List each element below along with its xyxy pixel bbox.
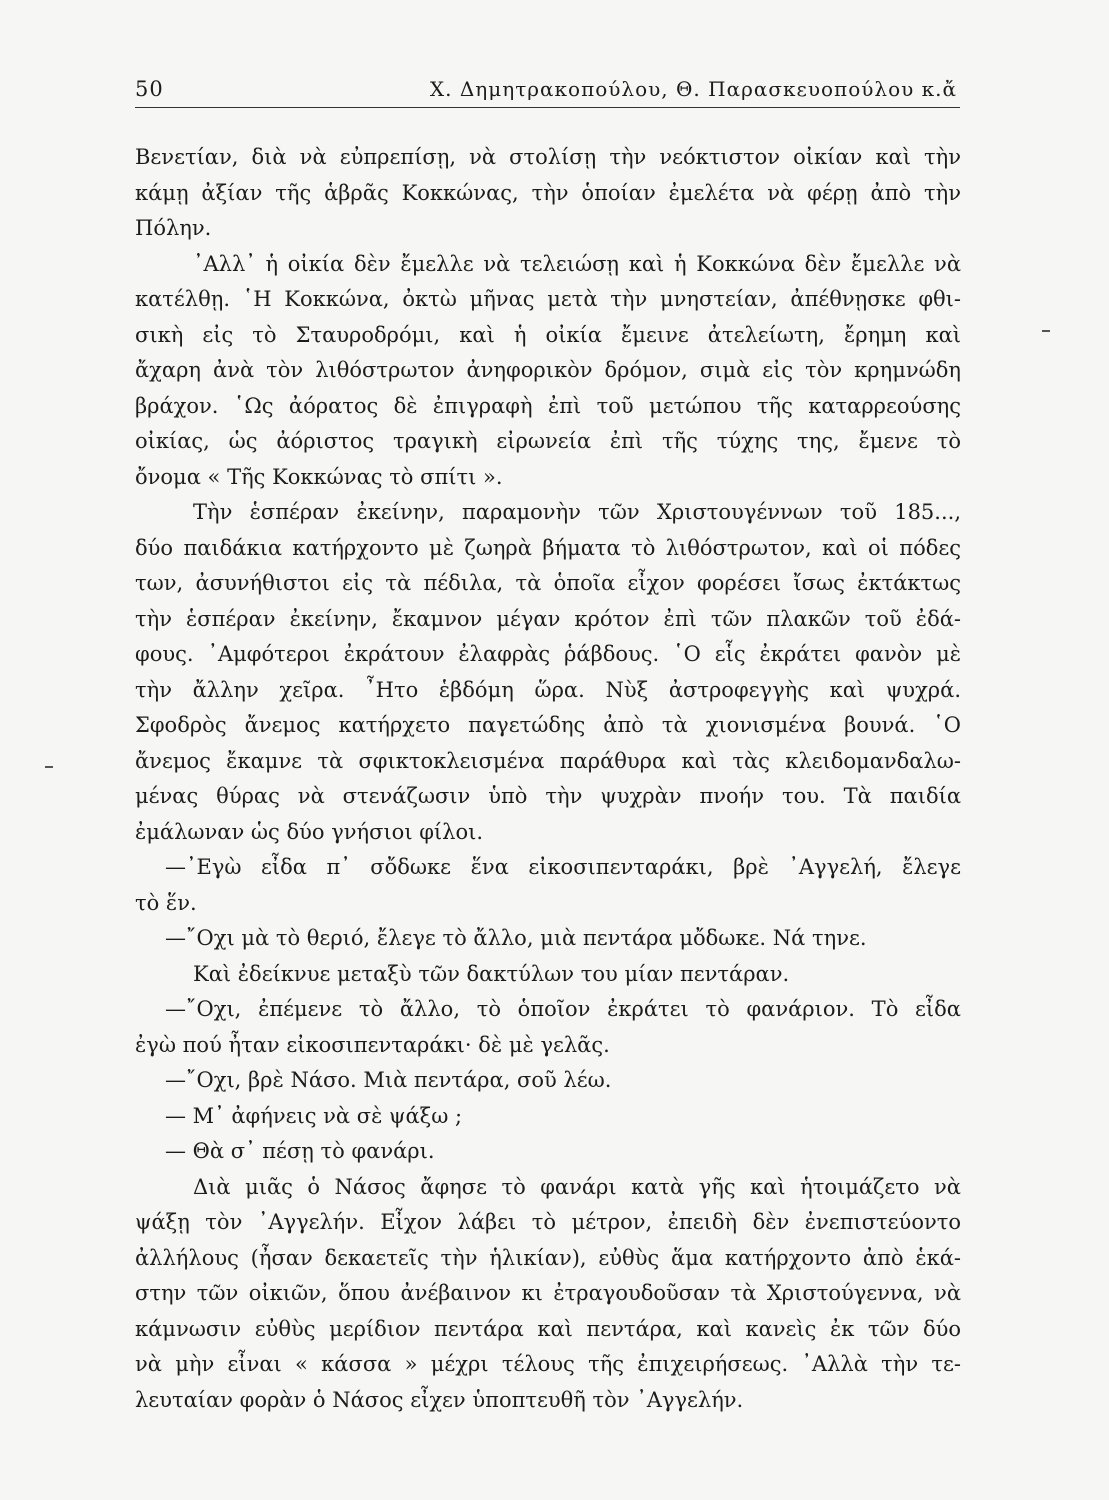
text-line: κατέλθῃ. ῾Η Κοκκώνα, ὀκτὼ μῆνας μετὰ τὴν μνηστείαν, ἀπέθνῃσκε φθι- <box>135 287 961 311</box>
text-line: ψάξῃ τὸν ᾿Αγγελήν. Εἶχον λάβει τὸ μέτρον, ἐπειδὴ δὲν ἐνεπιστεύοντο <box>135 1210 961 1234</box>
body-text <box>135 140 961 1418</box>
text-line: Τὴν ἑσπέραν ἐκείνην, παραμονὴν τῶν Χριστουγέννων τοῦ 185..., <box>193 500 961 524</box>
text-line: μένας θύρας νὰ στενάζωσιν ὑπὸ τὴν ψυχρὰν πνοήν του. Τὰ παιδία <box>135 784 961 808</box>
running-header <box>135 73 957 105</box>
text-line: ἐμάλωναν ὡς δύο γνήσιοι φίλοι. <box>135 819 484 844</box>
header-rule <box>135 107 960 108</box>
text-line: — Θὰ σ᾿ πέσῃ τὸ φανάρι. <box>165 1139 435 1163</box>
text-line: νὰ μὴν εἶναι « κάσσα » μέχρι τέλους τῆς ἐπιχειρήσεως. ᾿Αλλὰ τὴν τε- <box>135 1352 961 1376</box>
margin-mark <box>1042 330 1050 332</box>
text-line: τὴν ἄλλην χεῖρα. ῏Ητο ἑβδόμη ὥρα. Νὺξ ἀστροφεγγὴς καὶ ψυχρά. <box>135 677 961 702</box>
text-line: ᾿Αλλ᾿ ἡ οἰκία δὲν ἔμελλε νὰ τελειώσῃ καὶ ἡ Κοκκώνα δὲν ἔμελλε νὰ <box>193 251 961 276</box>
text-line: οἰκίας, ὡς ἀόριστος τραγικὴ εἰρωνεία ἐπὶ τῆς τύχης της, ἔμενε τὸ <box>135 429 961 453</box>
text-line: δύο παιδάκια κατήρχοντο μὲ ζωηρὰ βήματα τὸ λιθόστρωτον, καὶ οἱ πόδες <box>135 535 961 560</box>
text-line: ὄνομα « Τῆς Κοκκώνας τὸ σπίτι ». <box>135 464 503 489</box>
text-line: λευταίαν φορὰν ὁ Νάσος εἶχεν ὑποπτευθῆ τὸν ᾿Αγγελήν. <box>135 1387 744 1412</box>
page-number: 50 <box>135 77 164 101</box>
text-line: στην τῶν οἰκιῶν, ὅπου ἀνέβαινον κι ἐτραγουδοῦσαν τὰ Χριστούγεννα, νὰ <box>135 1281 961 1305</box>
text-line: —᾿Εγὼ εἶδα π᾿ σὄδωκε ἕνα εἰκοσιπενταράκι, βρὲ ᾿Αγγελή, ἔλεγε <box>165 855 961 879</box>
text-line: φους. ᾿Αμφότεροι ἐκράτουν ἐλαφρὰς ῥάβδους. ῾Ο εἷς ἐκράτει φανὸν μὲ <box>135 642 961 666</box>
text-line: Σφοδρὸς ἄνεμος κατήρχετο παγετώδης ἀπὸ τὰ χιονισμένα βουνά. ῾Ο <box>135 713 961 737</box>
text-line: —῎Οχι, βρὲ Νάσο. Μιὰ πεντάρα, σοῦ λέω. <box>165 1068 612 1092</box>
text-line: ἐγὼ πού ἦταν εἰκοσιπενταράκι· δὲ μὲ γελᾶς. <box>135 1032 610 1057</box>
text-line: βράχον. ῾Ως ἀόρατος δὲ ἐπιγραφὴ ἐπὶ τοῦ μετώπου τῆς καταρρεούσης <box>135 393 961 418</box>
text-line: —῎Οχι μὰ τὸ θεριό, ἔλεγε τὸ ἄλλο, μιὰ πεντάρα μὄδωκε. Νά τηνε. <box>165 926 867 950</box>
margin-mark <box>45 766 53 768</box>
text-line: Βενετίαν, διὰ νὰ εὐπρεπίσῃ, νὰ στολίσῃ τὴν νεόκτιστον οἰκίαν καὶ τὴν <box>135 145 961 169</box>
text-line: ἄνεμος ἔκαμνε τὰ σφικτοκλεισμένα παράθυρα καὶ τὰς κλειδομανδαλω- <box>135 748 961 773</box>
text-line: ἄχαρη ἀνὰ τὸν λιθόστρωτον ἀνηφορικὸν δρόμον, σιμὰ εἰς τὸν κρημνώδη <box>135 358 961 382</box>
text-line: κάμῃ ἀξίαν τῆς ἁβρᾶς Κοκκώνας, τὴν ὁποίαν ἐμελέτα νὰ φέρῃ ἀπὸ τὴν <box>135 180 961 205</box>
text-line: — Μ᾿ ἀφήνεις νὰ σὲ ψάξω ; <box>165 1103 463 1128</box>
text-line: τὴν ἑσπέραν ἐκείνην, ἔκαμνον μέγαν κρότον ἐπὶ τῶν πλακῶν τοῦ ἐδά- <box>135 606 961 631</box>
text-line: —῎Οχι, ἐπέμενε τὸ ἄλλο, τὸ ὁποῖον ἐκράτει τὸ φανάριον. Τὸ εἶδα <box>165 997 961 1021</box>
text-line: Διὰ μιᾶς ὁ Νάσος ἄφησε τὸ φανάρι κατὰ γῆς καὶ ἡτοιμάζετο νὰ <box>193 1174 961 1199</box>
text-line: ἀλλήλους (ἦσαν δεκαετεῖς τὴν ἡλικίαν), εὐθὺς ἅμα κατήρχοντο ἀπὸ ἑκά- <box>135 1245 961 1270</box>
running-title: Χ. Δημητρακοπούλου, Θ. Παρασκευοπούλου κ.ἄ <box>429 77 957 101</box>
text-line: Καὶ ἐδείκνυε μεταξὺ τῶν δακτύλων του μίαν πεντάραν. <box>193 961 790 986</box>
text-line: τὸ ἕν. <box>135 890 197 915</box>
text-line: των, ἀσυνήθιστοι εἰς τὰ πέδιλα, τὰ ὁποῖα εἶχον φορέσει ἴσως ἐκτάκτως <box>135 571 961 595</box>
text-line: Πόλην. <box>135 216 212 240</box>
text-line: κάμνωσιν εὐθὺς μερίδιον πεντάρα καὶ πεντάρα, καὶ κανεὶς ἐκ τῶν δύο <box>135 1316 961 1341</box>
text-line: σικὴ εἰς τὸ Σταυροδρόμι, καὶ ἡ οἰκία ἔμεινε ἀτελείωτη, ἔρημη καὶ <box>135 322 961 347</box>
